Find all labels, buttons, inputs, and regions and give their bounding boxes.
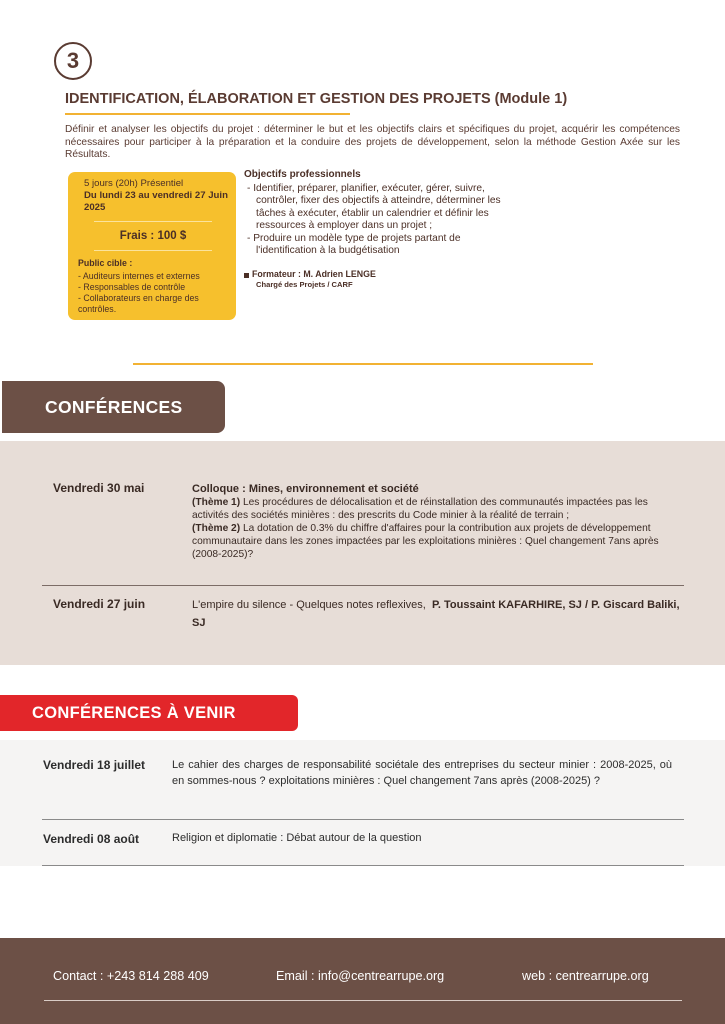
row-divider bbox=[42, 585, 684, 586]
theme-text: Les procédures de délocalisation et de réinstallation des communautés impactées pas les activités des sociétés minières : des prescrits du Code minier à la réalité de terrain ; bbox=[192, 497, 648, 521]
upcoming-text: Religion et diplomatie : Débat autour de la question bbox=[172, 832, 422, 844]
conference-title: Colloque : Mines, environnement et société bbox=[192, 483, 419, 495]
conferences-panel bbox=[0, 441, 725, 665]
trainer-line bbox=[244, 269, 519, 280]
info-divider bbox=[94, 221, 212, 222]
conference-date: Vendredi 27 juin bbox=[53, 597, 146, 611]
list-item: - Identifier, préparer, planifier, exécuter, gérer, suivre, contrôler, fixer des objectifs à atteindre, déterminer les tâches à exécuter, établir un calendrier et définir les ressources à employer dans un projet ; bbox=[247, 183, 501, 232]
objectives-heading: Objectifs professionnels bbox=[244, 169, 361, 180]
theme-label: (Thème 1) bbox=[192, 497, 241, 508]
list-item: - Collaborateurs en charge des contrôles. bbox=[78, 293, 199, 314]
module-number-badge: 3 bbox=[54, 42, 92, 80]
theme-label: (Thème 2) bbox=[192, 523, 241, 534]
conference-theme-1 bbox=[192, 496, 682, 522]
upcoming-heading: CONFÉRENCES À VENIR bbox=[0, 695, 298, 731]
conference-theme-2 bbox=[192, 522, 682, 561]
title-underline bbox=[65, 113, 350, 115]
trainer-role: Chargé des Projets / CARF bbox=[256, 280, 353, 290]
footer-contact: Contact : +243 814 288 409 bbox=[53, 969, 209, 983]
footer-web[interactable]: web : centrearrupe.org bbox=[522, 969, 649, 983]
row-divider bbox=[42, 819, 684, 820]
module-description: Définir et analyser les objectifs du projet : déterminer le but et les objectifs clairs et spécifiques du projet, acquérir les compétences nécessaires pour participer à la préparation et la conduire des projets de développement, selon la méthode Gestion Axée sur les Résultats. bbox=[65, 124, 680, 160]
conference-body bbox=[192, 596, 682, 632]
conference-speakers: P. Toussaint KAFARHIRE, SJ / P. Giscard Baliki, SJ bbox=[192, 599, 680, 629]
conference-date: Vendredi 30 mai bbox=[53, 481, 145, 495]
module-title: IDENTIFICATION, ÉLABORATION ET GESTION DES PROJETS (Module 1) bbox=[65, 91, 568, 107]
theme-text: La dotation de 0.3% du chiffre d'affaires pour la contribution aux projets de développement communautaire dans les zones impactées par les exploitations minières : Quel changement 7ans après (2008-2025)? bbox=[192, 523, 659, 560]
upcoming-panel bbox=[0, 740, 725, 866]
footer bbox=[0, 938, 725, 1024]
conference-body bbox=[192, 482, 682, 561]
module-info-box bbox=[68, 172, 236, 320]
square-bullet-icon bbox=[244, 273, 249, 278]
public-list bbox=[78, 271, 228, 315]
upcoming-date: Vendredi 08 août bbox=[43, 832, 140, 846]
fee-text: Frais : 100 $ bbox=[119, 230, 187, 242]
footer-divider bbox=[44, 1000, 682, 1001]
trainer-name: Formateur : M. Adrien LENGE bbox=[252, 269, 376, 280]
list-item: - Auditeurs internes et externes bbox=[78, 271, 200, 281]
duration-text: 5 jours (20h) Présentiel bbox=[84, 178, 184, 189]
objectives-list bbox=[244, 183, 519, 257]
info-divider bbox=[94, 250, 212, 251]
upcoming-date: Vendredi 18 juillet bbox=[43, 758, 146, 772]
row-divider bbox=[42, 865, 684, 866]
conferences-heading: CONFÉRENCES bbox=[2, 381, 225, 433]
upcoming-text: Le cahier des charges de responsabilité sociétale des entreprises du secteur minier : 2008-2025, où en sommes-nous ? exploitations minières : Quel changement 7ans après (2008-2025) ? bbox=[172, 759, 672, 787]
list-item: - Produire un modèle type de projets partant de l'identification à la budgétisation bbox=[247, 232, 461, 257]
conference-text: L'empire du silence - Quelques notes reflexives, bbox=[192, 599, 426, 611]
dates-text: Du lundi 23 au vendredi 27 Juin 2025 bbox=[84, 190, 228, 213]
public-label: Public cible : bbox=[78, 258, 133, 268]
objectives-section bbox=[244, 168, 519, 290]
list-item: - Responsables de contrôle bbox=[78, 282, 186, 292]
footer-email[interactable]: Email : info@centrearrupe.org bbox=[276, 969, 445, 983]
section-divider bbox=[133, 363, 593, 365]
